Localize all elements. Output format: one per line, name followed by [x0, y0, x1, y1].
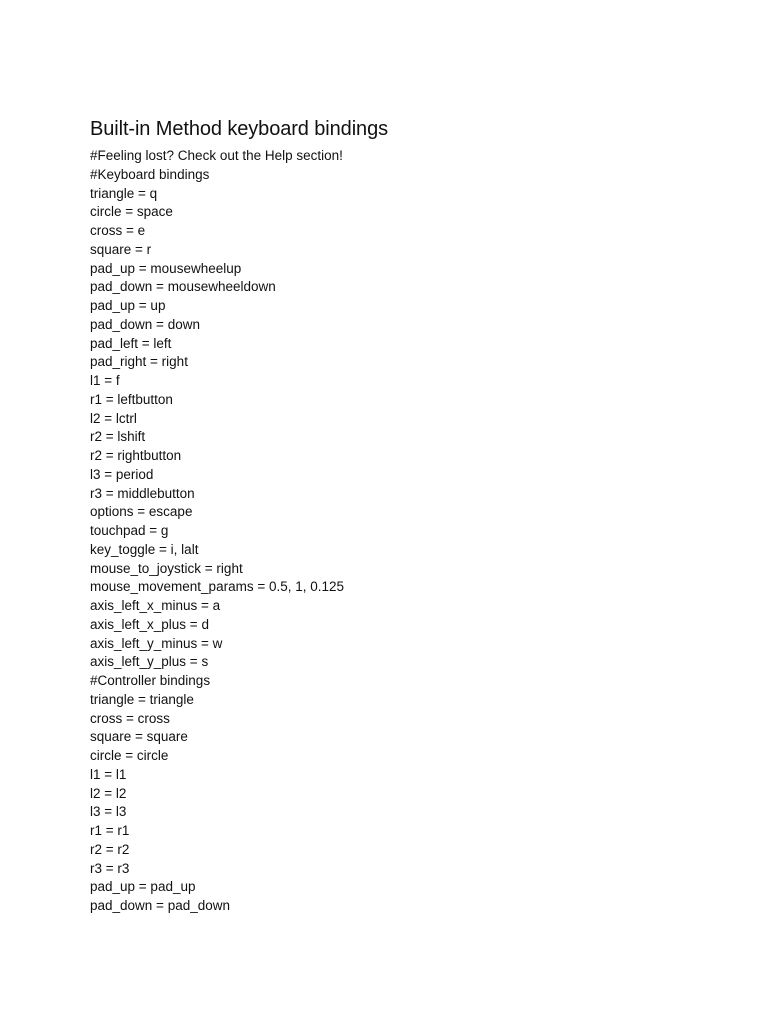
- binding-line: pad_down = down: [90, 316, 200, 332]
- comment-line: #Controller bindings: [90, 673, 211, 688]
- page-title: Built-in Method keyboard bindings: [90, 118, 388, 140]
- binding-line: r3 = r3: [90, 860, 130, 876]
- binding-line: touchpad = g: [90, 523, 169, 538]
- binding-line: pad_down = mousewheeldown: [90, 279, 276, 295]
- document-page: [90, 116, 730, 916]
- binding-line: l1 = f: [90, 373, 120, 388]
- binding-line: r2 = lshift: [90, 429, 146, 445]
- binding-line: r2 = r2: [90, 841, 130, 857]
- comment-line: #Feeling lost? Check out the Help section!: [90, 148, 343, 163]
- binding-line: axis_left_x_plus = d: [90, 616, 209, 632]
- binding-line: pad_left = left: [90, 335, 172, 351]
- binding-line: mouse_to_joystick = right: [90, 560, 243, 576]
- binding-line: square = square: [90, 729, 188, 745]
- binding-line: pad_up = mousewheelup: [90, 260, 242, 276]
- binding-line: pad_right = right: [90, 354, 188, 370]
- binding-line: axis_left_y_minus = w: [90, 635, 223, 651]
- binding-line: circle = circle: [90, 748, 169, 763]
- binding-line: cross = cross: [90, 710, 170, 726]
- binding-line: axis_left_x_minus = a: [90, 598, 221, 613]
- binding-line: l1 = l1: [90, 766, 127, 782]
- binding-line: r1 = r1: [90, 823, 130, 838]
- binding-line: square = r: [90, 241, 152, 257]
- binding-line: pad_up = pad_up: [90, 879, 196, 895]
- binding-line: triangle = triangle: [90, 691, 194, 707]
- binding-line: key_toggle = i, lalt: [90, 541, 199, 557]
- binding-line: options = escape: [90, 504, 193, 520]
- binding-line: r1 = leftbutton: [90, 391, 173, 407]
- binding-line: mouse_movement_params = 0.5, 1, 0.125: [90, 579, 345, 595]
- comment-line: #Keyboard bindings: [90, 166, 210, 182]
- binding-line: r3 = middlebutton: [90, 485, 195, 501]
- binding-line: pad_down = pad_down: [90, 898, 230, 913]
- binding-line: triangle = q: [90, 185, 158, 201]
- binding-line: l2 = lctrl: [90, 410, 137, 426]
- binding-line: cross = e: [90, 223, 146, 238]
- binding-line: pad_up = up: [90, 298, 166, 313]
- binding-line: circle = space: [90, 204, 173, 220]
- binding-line: r2 = rightbutton: [90, 448, 182, 463]
- binding-line: l3 = period: [90, 466, 154, 482]
- binding-line: l3 = l3: [90, 804, 127, 820]
- binding-line: l2 = l2: [90, 785, 127, 801]
- binding-line: axis_left_y_plus = s: [90, 654, 209, 670]
- bindings-list: [90, 147, 730, 916]
